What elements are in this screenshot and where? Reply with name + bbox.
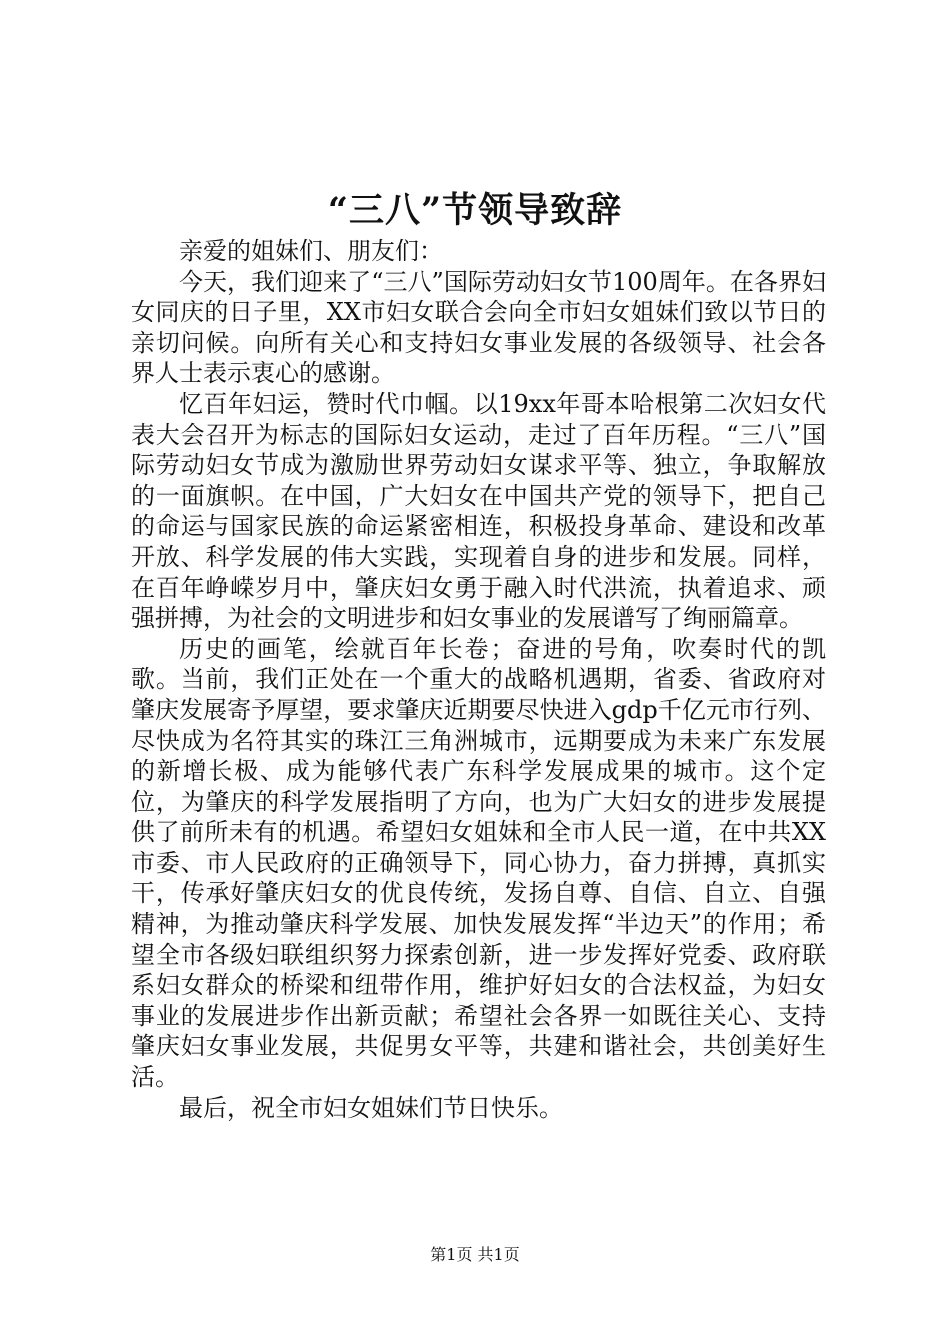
paragraph-4: 最后，祝全市妇女姐妹们节日快乐。: [179, 1093, 563, 1122]
greeting-line: 亲爱的姐妹们、朋友们：: [179, 237, 443, 265]
paragraph-2: 忆百年妇运，赞时代巾帼。以19xx年哥本哈根第二次妇女代表大会召开为标志的国际妇女运动，走过了百年历程。“三八”国际劳动妇女节成为激励世界劳动妇女谋求平等、独立，争取解放的一面旗帜。在中国，广大妇女在中国共产党的领导下，把自己的命运与国家民族的命运紧密相连，积极投身革命、建设和改革开放、科学发展的伟大实践，实现着自身的进步和发展。同样，在百年峥嵘岁月中，肇庆妇女勇于融入时代洪流，执着追求、顽强拼搏，为社会的文明进步和妇女事业的发展谱写了绚丽篇章。: [131, 389, 826, 633]
document-title: “三八”节领导致辞: [327, 190, 623, 231]
paragraph-3: 历史的画笔，绘就百年长卷；奋进的号角，吹奏时代的凯歌。当前，我们正处在一个重大的战略机遇期，省委、省政府对肇庆发展寄予厚望，要求肇庆近期要尽快进入gdp千亿元市行列、尽快成为名符其实的珠江三角洲城市，远期要成为未来广东发展的新增长极、成为能够代表广东科学发展成果的城市。这个定位，为肇庆的科学发展指明了方向，也为广大妇女的进步发展提供了前所未有的机遇。希望妇女姐妹和全市人民一道，在中共XX市委、市人民政府的正确领导下，同心协力，奋力拼搏，真抓实干，传承好肇庆妇女的优良传统，发扬自尊、自信、自立、自强精神，为推动肇庆科学发展、加快发展发挥“半边天”的作用；希望全市各级妇联组织努力探索创新，进一步发挥好党委、政府联系妇女群众的桥梁和纽带作用，维护好妇女的合法权益，为妇女事业的发展进步作出新贡献；希望社会各界一如既往关心、支持肇庆妇女事业发展，共促男女平等，共建和谐社会，共创美好生活。: [131, 634, 826, 1092]
document-body: [131, 236, 826, 1123]
paragraph-1: 今天，我们迎来了“三八”国际劳动妇女节100周年。在各界妇女同庆的日子里，XX市妇女联合会向全市妇女姐妹们致以节日的亲切问候。向所有关心和支持妇女事业发展的各级领导、社会各界人士表示衷心的感谢。: [131, 267, 826, 388]
page-footer: 第1页 共1页: [430, 1245, 520, 1264]
